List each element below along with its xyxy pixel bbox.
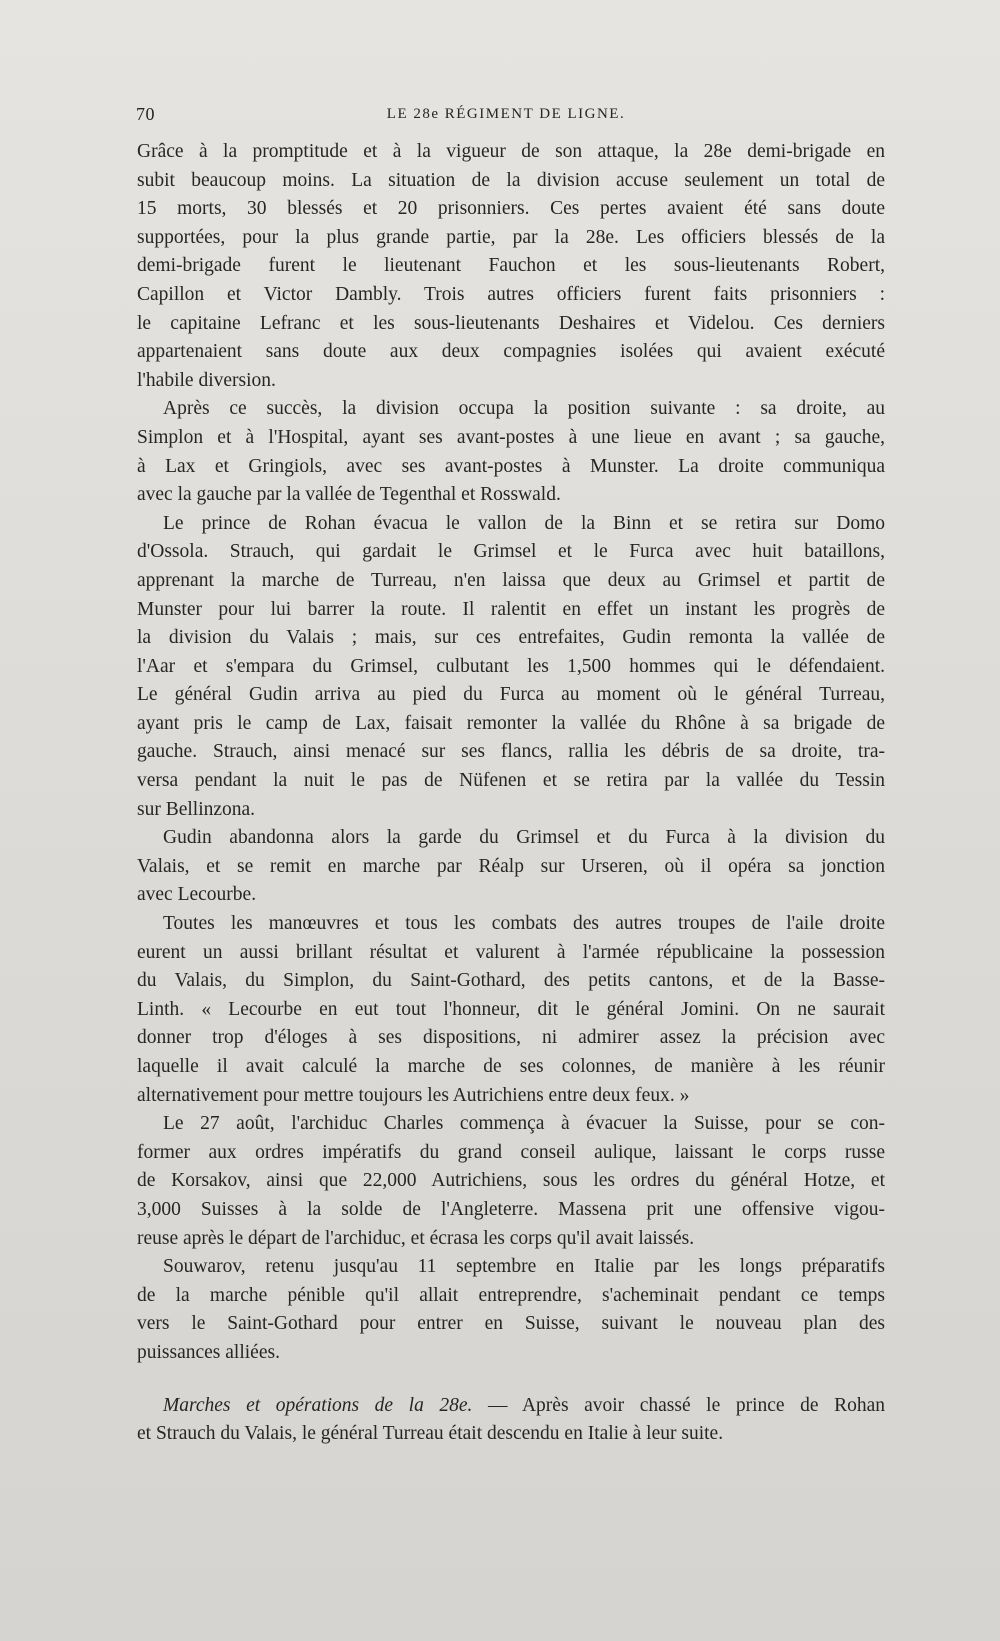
text-line: Linth. « Lecourbe en eut tout l'honneur, dit le général Jomini. On ne saurait — [137, 998, 885, 1020]
text-line: apprenant la marche de Turreau, n'en laissa que deux au Grimsel et partit de — [137, 569, 885, 591]
text-line: donner trop d'éloges à ses dispositions, ni admirer assez la précision avec — [137, 1027, 885, 1049]
page-header — [136, 104, 876, 132]
text-line: Le général Gudin arriva au pied du Furca au moment où le général Turreau, — [137, 684, 885, 706]
running-title: LE 28e RÉGIMENT DE LIGNE. — [386, 106, 626, 122]
text-line: former aux ordres impératifs du grand conseil aulique, laissant le corps russe — [137, 1141, 885, 1163]
text-line: du Valais, du Simplon, du Saint-Gothard, des petits cantons, et de la Basse- — [137, 970, 885, 992]
text-line: avec la gauche par la vallée de Tegenthal et Rosswald. — [137, 484, 561, 506]
page-number: 70 — [136, 104, 155, 124]
text-line: l'Aar et s'empara du Grimsel, culbutant les 1,500 hommes qui le défendaient. — [137, 655, 885, 677]
body-text — [137, 138, 885, 1449]
text-line: et Strauch du Valais, le général Turreau était descendu en Italie à leur suite. — [137, 1423, 724, 1445]
text-line: Capillon et Victor Dambly. Trois autres officiers furent faits prisonniers : — [137, 283, 885, 305]
text-line: Valais, et se remit en marche par Réalp sur Urseren, où il opéra sa jonction — [137, 855, 885, 877]
text-line: de Korsakov, ainsi que 22,000 Autrichiens, sous les ordres du général Hotze, et — [137, 1170, 885, 1192]
text-line: appartenaient sans doute aux deux compagnies isolées qui avaient exécuté — [137, 341, 885, 363]
text-line: gauche. Strauch, ainsi menacé sur ses flancs, rallia les débris de sa droite, tra- — [137, 741, 885, 763]
text-line: reuse après le départ de l'archiduc, et écrasa les corps qu'il avait laissés. — [137, 1227, 695, 1249]
text-line: d'Ossola. Strauch, qui gardait le Grimsel et le Furca avec huit bataillons, — [137, 541, 885, 563]
section-spacer — [137, 1368, 885, 1392]
text-line: demi-brigade furent le lieutenant Fauchon et les sous-lieutenants Robert, — [137, 255, 885, 277]
text-line: Grâce à la promptitude et à la vigueur de son attaque, la 28e demi-brigade en — [137, 141, 885, 162]
text-line: versa pendant la nuit le pas de Nüfenen et se retira par la vallée du Tessin — [137, 770, 885, 792]
text-line: Le 27 août, l'archiduc Charles commença à évacuer la Suisse, pour se con- — [163, 1113, 885, 1135]
text-line: laquelle il avait calculé la marche de ses colonnes, de manière à les réunir — [137, 1056, 885, 1077]
text-line: subit beaucoup moins. La situation de la division accuse seulement un total de — [137, 169, 885, 191]
text-line: sur Bellinzona. — [137, 798, 256, 820]
text-line: vers le Saint-Gothard pour entrer en Suisse, suivant le nouveau plan des — [137, 1313, 885, 1335]
section-text: — Après avoir chassé le prince de Rohan — [472, 1394, 885, 1416]
text-line: Gudin abandonna alors la garde du Grimsel et du Furca à la division du — [163, 827, 885, 849]
text-line: alternativement pour mettre toujours les Autrichiens entre deux feux. » — [137, 1084, 690, 1106]
text-line: Après ce succès, la division occupa la position suivante : sa droite, au — [163, 398, 885, 420]
text-line: à Lax et Gringiols, avec ses avant-postes à Munster. La droite communiqua — [137, 455, 885, 477]
text-line: Simplon et à l'Hospital, ayant ses avant-postes à une lieue en avant ; sa gauche, — [137, 426, 885, 448]
section-first-line — [137, 1392, 885, 1421]
text-line: Toutes les manœuvres et tous les combats des autres troupes de l'aile droite — [163, 913, 885, 935]
text-line: 3,000 Suisses à la solde de l'Angleterre. Massena prit une offensive vigou- — [137, 1198, 885, 1220]
text-line: supportées, pour la plus grande partie, par la 28e. Les officiers blessés de la — [137, 226, 885, 248]
text-line: 15 morts, 30 blessés et 20 prisonniers. Ces pertes avaient été sans doute — [137, 198, 885, 220]
text-line: ayant pris le camp de Lax, faisait remonter la vallée du Rhône à sa brigade de — [137, 712, 885, 734]
text-line: la division du Valais ; mais, sur ces entrefaites, Gudin remonta la vallée de — [137, 627, 885, 649]
text-line: Munster pour lui barrer la route. Il ralentit en effet un instant les progrès de — [137, 598, 885, 620]
text-line: de la marche pénible qu'il allait entreprendre, s'acheminait pendant ce temps — [137, 1284, 885, 1306]
section-heading: Marches et opérations de la 28e. — [163, 1394, 473, 1416]
text-line: eurent un aussi brillant résultat et valurent à l'armée républicaine la possession — [137, 941, 885, 963]
text-line: avec Lecourbe. — [137, 884, 257, 906]
text-line: puissances alliées. — [137, 1341, 280, 1363]
text-line: l'habile diversion. — [137, 369, 276, 391]
text-line: le capitaine Lefranc et les sous-lieutenants Deshaires et Videlou. Ces derniers — [137, 312, 885, 334]
text-line: Souwarov, retenu jusqu'au 11 septembre en Italie par les longs préparatifs — [163, 1256, 885, 1278]
text-line: Le prince de Rohan évacua le vallon de la Binn et se retira sur Domo — [163, 512, 885, 534]
